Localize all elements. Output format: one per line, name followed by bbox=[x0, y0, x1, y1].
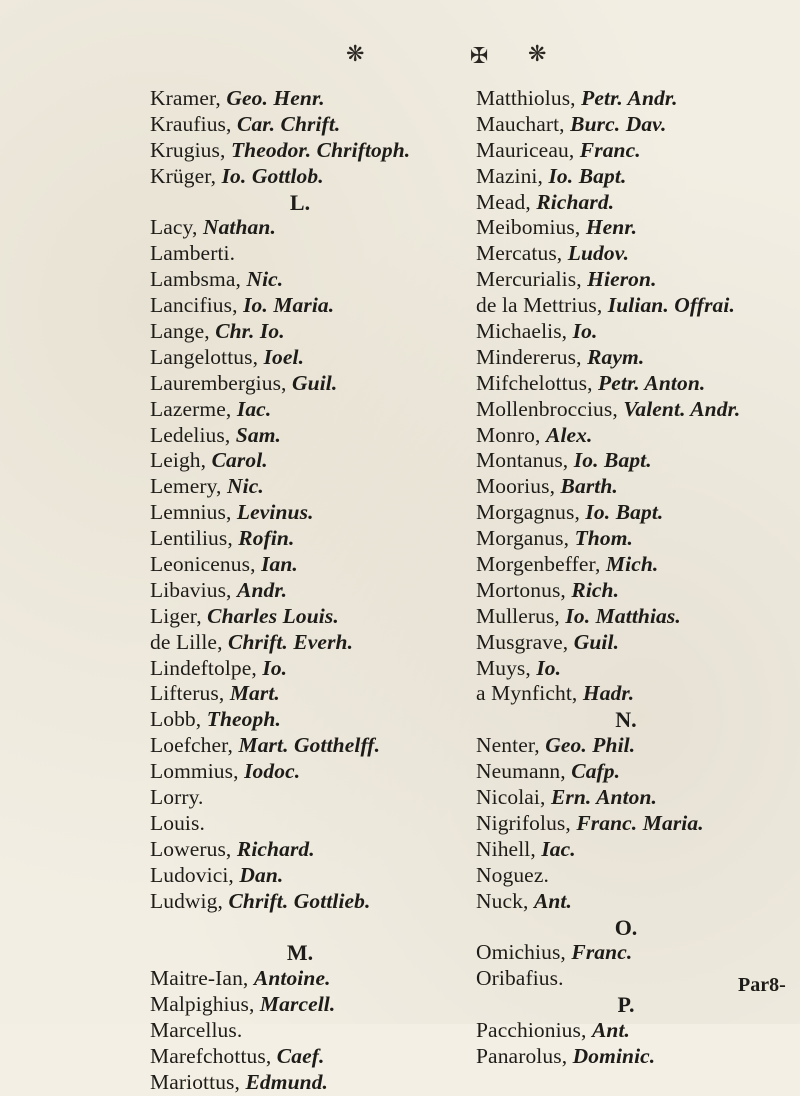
cross-fleuron-icon: ✠ bbox=[470, 44, 489, 69]
index-entry bbox=[150, 966, 450, 992]
entry-surname: Lancifius, bbox=[150, 293, 238, 318]
index-entry bbox=[150, 319, 450, 345]
index-entry bbox=[150, 138, 450, 164]
entry-surname: Musgrave, bbox=[476, 629, 569, 654]
entry-given-name: Sam. bbox=[235, 422, 282, 447]
entry-given-name: Edmund. bbox=[245, 1069, 329, 1094]
entry-surname: Lamberti. bbox=[150, 241, 236, 266]
index-entry bbox=[150, 811, 450, 837]
left-column bbox=[150, 86, 450, 1096]
entry-surname: Krugius, bbox=[150, 137, 226, 162]
entry-given-name: Mart. Gotthelff. bbox=[238, 733, 381, 758]
entry-given-name: Richard. bbox=[536, 189, 615, 214]
index-entry bbox=[476, 371, 776, 397]
index-entry bbox=[476, 448, 776, 474]
entry-given-name: Nic. bbox=[246, 267, 284, 292]
entry-surname: Mazini, bbox=[476, 163, 543, 188]
entry-surname: Morgenbeffer, bbox=[476, 552, 601, 577]
entry-surname: Nigrifolus, bbox=[476, 810, 571, 835]
entry-given-name: Guil. bbox=[292, 370, 338, 395]
entry-surname: Lambsma, bbox=[150, 267, 241, 292]
entry-given-name: Rofin. bbox=[238, 526, 295, 551]
section-letter: O. bbox=[614, 914, 638, 940]
fleuron-left-icon: ❋ bbox=[346, 42, 365, 67]
right-column bbox=[476, 86, 776, 1070]
entry-given-name: Mart. bbox=[229, 681, 280, 706]
entry-given-name: Petr. Andr. bbox=[581, 86, 678, 110]
index-entry bbox=[150, 604, 450, 630]
entry-given-name: Car. Chrift. bbox=[237, 111, 341, 136]
index-entry bbox=[150, 293, 450, 319]
entry-given-name: Io. Bapt. bbox=[573, 448, 652, 473]
entry-surname: Kramer, bbox=[150, 86, 221, 110]
entry-surname: Moorius, bbox=[476, 474, 556, 499]
entry-surname: Mullerus, bbox=[476, 603, 560, 628]
index-entry bbox=[476, 1018, 776, 1044]
entry-surname: Matthiolus, bbox=[476, 86, 576, 110]
index-entry bbox=[476, 319, 776, 345]
index-entry bbox=[150, 241, 450, 267]
index-entry bbox=[150, 423, 450, 449]
entry-given-name: Ant. bbox=[591, 1018, 631, 1043]
entry-surname: Liger, bbox=[150, 603, 202, 628]
entry-surname: Michaelis, bbox=[476, 319, 568, 344]
entry-given-name: Nathan. bbox=[202, 215, 276, 240]
index-entry bbox=[150, 656, 450, 682]
entry-given-name: Io. Matthias. bbox=[565, 603, 681, 628]
entry-given-name: Hadr. bbox=[582, 681, 635, 706]
entry-given-name: Carol. bbox=[211, 448, 268, 473]
entry-surname: Morgagnus, bbox=[476, 500, 580, 525]
index-entry bbox=[150, 837, 450, 863]
entry-surname: Mauriceau, bbox=[476, 137, 575, 162]
entry-given-name: Geo. Phil. bbox=[545, 733, 636, 758]
entry-surname: Montanus, bbox=[476, 448, 569, 473]
entry-surname: Malpighius, bbox=[150, 992, 255, 1017]
catchword: Par8- bbox=[738, 974, 786, 996]
index-entry bbox=[150, 630, 450, 656]
entry-surname: a Mynficht, bbox=[476, 681, 578, 706]
entry-surname: de Lille, bbox=[150, 629, 223, 654]
index-entry bbox=[476, 552, 776, 578]
entry-given-name: Iac. bbox=[236, 396, 272, 421]
index-entry bbox=[476, 267, 776, 293]
entry-surname: Nihell, bbox=[476, 836, 536, 861]
entry-given-name: Barth. bbox=[560, 474, 618, 499]
entry-surname: Lacy, bbox=[150, 215, 198, 240]
entry-surname: Mauchart, bbox=[476, 111, 565, 136]
entry-surname: Pacchionius, bbox=[476, 1018, 587, 1043]
index-entry bbox=[150, 863, 450, 889]
entry-given-name: Raym. bbox=[587, 344, 645, 369]
entry-surname: Lindeftolpe, bbox=[150, 655, 257, 680]
entry-given-name: Charles Louis. bbox=[207, 603, 339, 628]
index-entry bbox=[150, 759, 450, 785]
entry-surname: Ludovici, bbox=[150, 862, 234, 887]
index-entry bbox=[150, 785, 450, 811]
index-entry bbox=[150, 1070, 450, 1096]
entry-surname: Noguez. bbox=[476, 862, 549, 887]
section-letter: N. bbox=[615, 707, 637, 733]
fleuron-right-icon: ❋ bbox=[528, 42, 547, 67]
index-entry bbox=[476, 630, 776, 656]
entry-given-name: Burc. Dav. bbox=[570, 111, 667, 136]
index-entry bbox=[150, 371, 450, 397]
entry-given-name: Io. Bapt. bbox=[585, 500, 664, 525]
index-entry bbox=[476, 1044, 776, 1070]
index-entry bbox=[150, 707, 450, 733]
index-entry bbox=[476, 759, 776, 785]
index-entry bbox=[476, 241, 776, 267]
entry-given-name: Marcell. bbox=[259, 992, 336, 1017]
entry-surname: Omichius, bbox=[476, 940, 566, 965]
entry-surname: Langelottus, bbox=[150, 344, 259, 369]
index-entry bbox=[476, 733, 776, 759]
index-entry bbox=[476, 190, 776, 216]
index-entry bbox=[476, 889, 776, 915]
entry-surname: Mercatus, bbox=[476, 241, 563, 266]
section-letter: L. bbox=[289, 189, 311, 215]
entry-given-name: Andr. bbox=[237, 577, 288, 602]
entry-surname: Lange, bbox=[150, 319, 210, 344]
entry-surname: Marefchottus, bbox=[150, 1043, 272, 1068]
entry-surname: Laurembergius, bbox=[150, 370, 287, 395]
index-entry bbox=[476, 966, 776, 992]
entry-given-name: Iulian. Offrai. bbox=[607, 293, 735, 318]
index-entry bbox=[150, 1018, 450, 1044]
entry-surname: Ledelius, bbox=[150, 422, 231, 447]
index-entry bbox=[150, 164, 450, 190]
index-entry bbox=[150, 86, 450, 112]
entry-surname: Mindererus, bbox=[476, 344, 582, 369]
index-entry bbox=[150, 215, 450, 241]
entry-surname: Morganus, bbox=[476, 526, 570, 551]
entry-surname: Maitre-Ian, bbox=[150, 966, 249, 991]
entry-given-name: Theoph. bbox=[206, 707, 281, 732]
entry-given-name: Chrift. Everh. bbox=[228, 629, 354, 654]
entry-given-name: Io. bbox=[536, 655, 562, 680]
index-entry bbox=[476, 474, 776, 500]
index-entry bbox=[150, 500, 450, 526]
index-entry bbox=[476, 423, 776, 449]
entry-given-name: Io. Bapt. bbox=[548, 163, 627, 188]
entry-surname: Kraufius, bbox=[150, 111, 232, 136]
entry-surname: Leigh, bbox=[150, 448, 207, 473]
entry-given-name: Ant. bbox=[533, 888, 572, 913]
entry-surname: Monro, bbox=[476, 422, 541, 447]
index-entry bbox=[150, 448, 450, 474]
entry-surname: Lemnius, bbox=[150, 500, 232, 525]
index-entry bbox=[476, 656, 776, 682]
entry-given-name: Io. bbox=[572, 319, 598, 344]
entry-surname: Lorry. bbox=[150, 785, 204, 810]
index-entry bbox=[150, 526, 450, 552]
entry-given-name: Guil. bbox=[573, 629, 620, 654]
entry-surname: Nicolai, bbox=[476, 785, 546, 810]
entry-given-name: Cafp. bbox=[571, 759, 621, 784]
entry-given-name: Io. Maria. bbox=[243, 293, 335, 318]
index-entry bbox=[476, 604, 776, 630]
index-entry bbox=[150, 397, 450, 423]
entry-surname: Lentilius, bbox=[150, 526, 233, 551]
index-entry bbox=[150, 112, 450, 138]
entry-surname: Lobb, bbox=[150, 707, 202, 732]
index-entry bbox=[476, 86, 776, 112]
index-entry bbox=[476, 293, 776, 319]
entry-surname: Louis. bbox=[150, 810, 205, 835]
entry-surname: Mercurialis, bbox=[476, 267, 582, 292]
index-entry bbox=[150, 733, 450, 759]
entry-given-name: Iodoc. bbox=[244, 759, 301, 784]
entry-given-name: Rich. bbox=[571, 577, 620, 602]
index-entry bbox=[150, 267, 450, 293]
index-entry bbox=[476, 397, 776, 423]
entry-given-name: Valent. Andr. bbox=[623, 396, 741, 421]
entry-given-name: Ern. Anton. bbox=[550, 785, 658, 810]
index-entry bbox=[150, 474, 450, 500]
section-gap bbox=[150, 915, 450, 941]
entry-surname: Neumann, bbox=[476, 759, 566, 784]
entry-surname: Mortonus, bbox=[476, 577, 566, 602]
entry-surname: Lommius, bbox=[150, 759, 239, 784]
index-entry bbox=[476, 863, 776, 889]
index-entry bbox=[476, 138, 776, 164]
entry-given-name: Franc. Maria. bbox=[576, 810, 704, 835]
index-entry bbox=[150, 889, 450, 915]
entry-surname: Libavius, bbox=[150, 577, 232, 602]
section-letter: M. bbox=[286, 940, 314, 966]
entry-surname: Nenter, bbox=[476, 733, 540, 758]
entry-surname: Marcellus. bbox=[150, 1018, 243, 1043]
entry-given-name: Io. bbox=[262, 655, 288, 680]
index-entry bbox=[150, 578, 450, 604]
entry-given-name: Io. Gottlob. bbox=[221, 163, 324, 188]
entry-surname: Lifterus, bbox=[150, 681, 225, 706]
entry-given-name: Antoine. bbox=[253, 966, 331, 991]
entry-given-name: Geo. Henr. bbox=[226, 86, 325, 110]
entry-surname: Lowerus, bbox=[150, 836, 232, 861]
index-entry bbox=[476, 164, 776, 190]
entry-given-name: Franc. bbox=[579, 137, 641, 162]
entry-surname: de la Mettrius, bbox=[476, 293, 603, 318]
entry-given-name: Petr. Anton. bbox=[598, 370, 706, 395]
entry-surname: Mariottus, bbox=[150, 1069, 240, 1094]
entry-surname: Oribafius. bbox=[476, 966, 564, 991]
index-entry bbox=[150, 681, 450, 707]
index-entry bbox=[476, 345, 776, 371]
index-entry bbox=[476, 837, 776, 863]
entry-surname: Panarolus, bbox=[476, 1043, 568, 1068]
entry-surname: Lemery, bbox=[150, 474, 222, 499]
entry-surname: Nuck, bbox=[476, 888, 529, 913]
index-entry bbox=[476, 681, 776, 707]
index-entry bbox=[476, 785, 776, 811]
entry-given-name: Dan. bbox=[239, 862, 284, 887]
index-entry bbox=[476, 940, 776, 966]
index-entry bbox=[476, 526, 776, 552]
entry-given-name: Chrift. Gottlieb. bbox=[228, 888, 371, 913]
entry-surname: Krüger, bbox=[150, 163, 217, 188]
entry-given-name: Theodor. Chriftoph. bbox=[230, 137, 411, 162]
entry-given-name: Ian. bbox=[261, 552, 298, 577]
entry-given-name: Richard. bbox=[236, 836, 315, 861]
entry-given-name: Iac. bbox=[541, 836, 576, 861]
index-entry bbox=[476, 215, 776, 241]
entry-given-name: Chr. Io. bbox=[215, 319, 285, 344]
entry-given-name: Levinus. bbox=[236, 500, 314, 525]
entry-given-name: Nic. bbox=[227, 474, 264, 499]
entry-given-name: Ludov. bbox=[567, 241, 630, 266]
entry-given-name: Caef. bbox=[276, 1043, 325, 1068]
index-entry bbox=[476, 578, 776, 604]
index-entry bbox=[150, 1044, 450, 1070]
header-ornaments bbox=[0, 42, 800, 82]
entry-surname: Leonicenus, bbox=[150, 552, 256, 577]
entry-surname: Muys, bbox=[476, 655, 531, 680]
entry-given-name: Henr. bbox=[585, 215, 638, 240]
entry-surname: Mollenbroccius, bbox=[476, 396, 618, 421]
index-entry bbox=[150, 345, 450, 371]
entry-given-name: Mich. bbox=[605, 552, 659, 577]
index-entry bbox=[476, 500, 776, 526]
index-entry bbox=[150, 552, 450, 578]
index-entry bbox=[476, 112, 776, 138]
entry-surname: Mead, bbox=[476, 189, 531, 214]
entry-given-name: Hieron. bbox=[587, 267, 657, 292]
index-entry bbox=[150, 992, 450, 1018]
section-letter: P. bbox=[617, 992, 635, 1018]
entry-surname: Lazerme, bbox=[150, 396, 232, 421]
entry-given-name: Thom. bbox=[574, 526, 634, 551]
entry-given-name: Dominic. bbox=[572, 1043, 656, 1068]
entry-surname: Meibomius, bbox=[476, 215, 581, 240]
entry-given-name: Ioel. bbox=[263, 344, 305, 369]
entry-given-name: Franc. bbox=[571, 940, 633, 965]
entry-surname: Ludwig, bbox=[150, 888, 223, 913]
entry-surname: Loefcher, bbox=[150, 733, 233, 758]
index-entry bbox=[476, 811, 776, 837]
entry-given-name: Alex. bbox=[546, 422, 593, 447]
entry-surname: Mifchelottus, bbox=[476, 370, 593, 395]
